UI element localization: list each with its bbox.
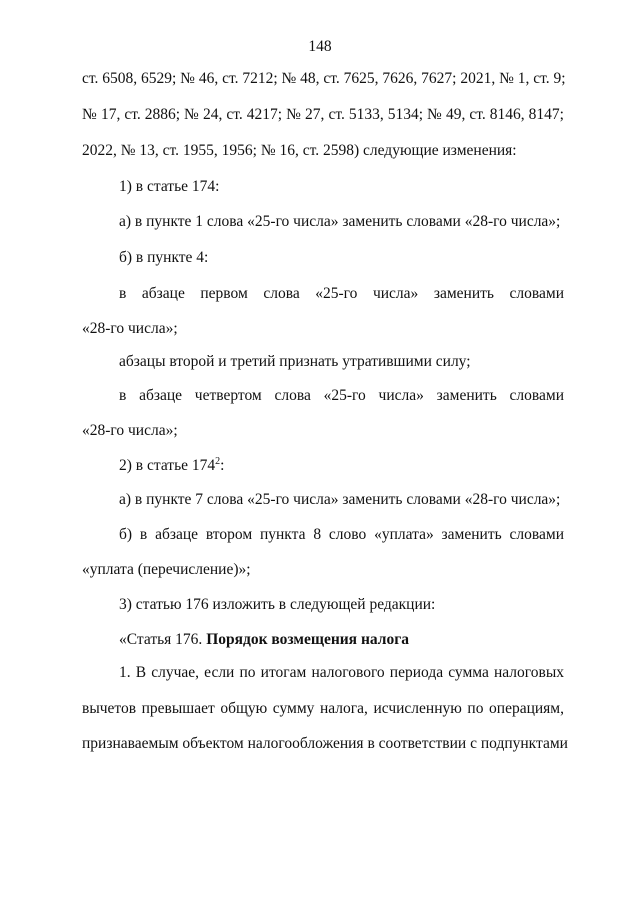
text-line: «28-го числа»; [82,320,178,337]
text-line: а) в пункте 7 слова «25-го числа» заменить словами «28-го числа»; [119,491,561,508]
article-heading: «Статья 176. Порядок возмещения налога [119,631,409,648]
text-line: «28-го числа»; [82,422,178,439]
text-line: 1. В случае, если по итогам налогового периода сумма налоговых [119,664,564,681]
text-line: абзацы второй и третий признать утратившими силу; [119,353,471,370]
text-line: б) в абзаце втором пункта 8 слово «уплата» заменить словами [119,526,564,543]
text-line: в абзаце четвертом слова «25-го числа» заменить словами [119,387,564,404]
text-line: «уплата (перечисление)»; [82,561,251,578]
text-line: вычетов превышает общую сумму налога, исчисленную по операциям, [82,700,564,717]
text-line: 1) в статье 174: [119,178,220,195]
text-line: № 17, ст. 2886; № 24, ст. 4217; № 27, ст. 5133, 5134; № 49, ст. 8146, 8147; [82,106,564,123]
text-line: а) в пункте 1 слова «25-го числа» заменить словами «28-го числа»; [119,213,561,230]
text-line: 2) в статье $174^2$: [119,455,225,474]
page-number: 148 [308,38,332,55]
article-title: Порядок возмещения налога [206,631,409,648]
text-line: 3) статью 176 изложить в следующей редакции: [119,596,436,613]
text-line: в абзаце первом слова «25-го числа» заменить словами [119,285,564,302]
text-line: признаваемым объектом налогообложения в соответствии с подпунктами [82,735,568,752]
text-line: б) в пункте 4: [119,249,209,266]
text-line: ст. 6508, 6529; № 46, ст. 7212; № 48, ст. 7625, 7626, 7627; 2021, № 1, ст. 9; [82,70,566,87]
text-line: 2022, № 13, ст. 1955, 1956; № 16, ст. 2598) следующие изменения: [82,142,517,159]
